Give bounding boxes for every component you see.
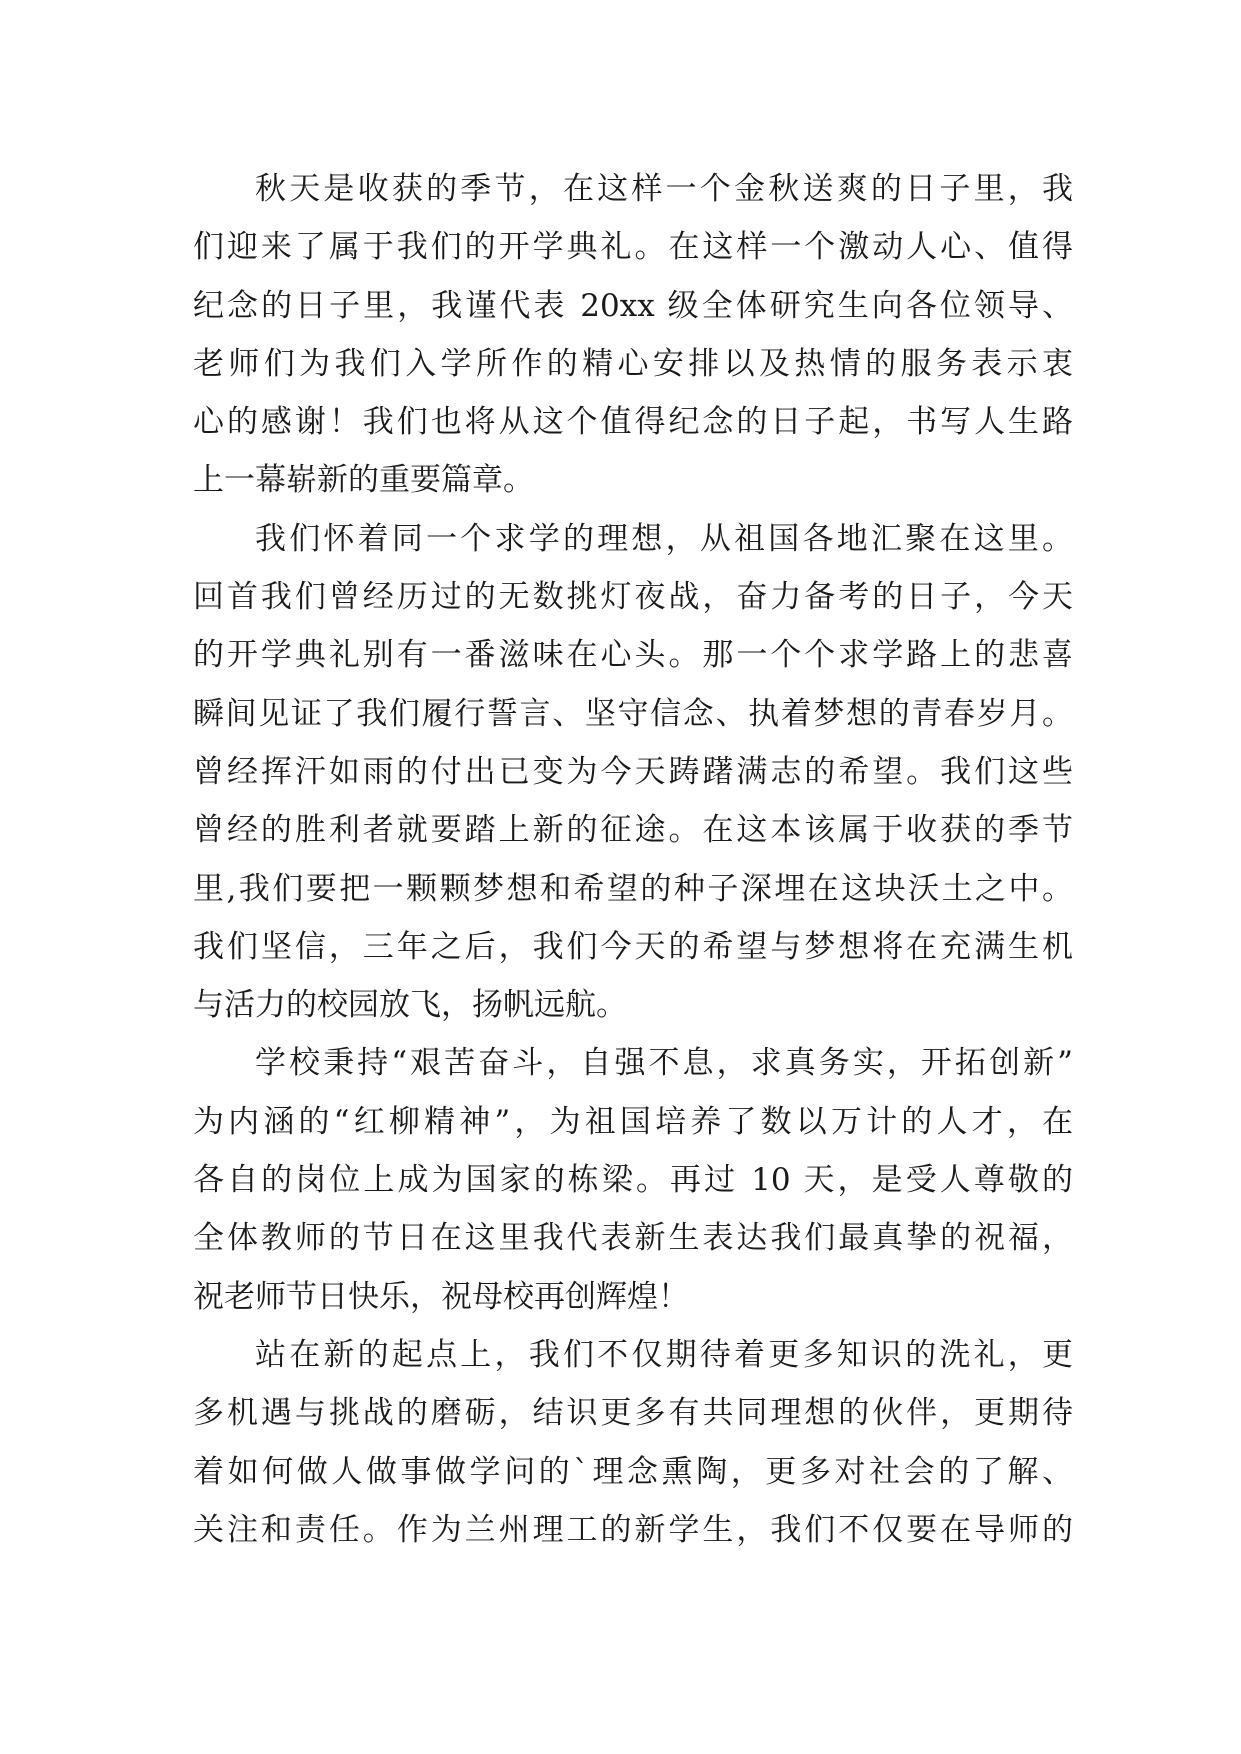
document-body xyxy=(193,160,1073,1559)
text-line: 各自的岗位上成为国家的栋梁。再过 10 天，是受人尊敬的 xyxy=(193,1162,1073,1199)
text-line: 多机遇与挑战的磨砺，结识更多有共同理想的伙伴，更期待 xyxy=(193,1395,1073,1432)
paragraph-4 xyxy=(193,1326,1073,1559)
text-line: 里,我们要把一颗颗梦想和希望的种子深埋在这块沃土之中。 xyxy=(193,870,1073,907)
text-line: 与活力的校园放飞，扬帆远航。 xyxy=(193,987,627,1024)
paragraph-1 xyxy=(193,160,1073,510)
text-line: 全体教师的节日在这里我代表新生表达我们最真挚的祝福， xyxy=(193,1220,1073,1257)
text-line: 我们坚信，三年之后，我们今天的希望与梦想将在充满生机 xyxy=(193,928,1073,965)
text-line: 回首我们曾经历过的无数挑灯夜战，奋力备考的日子，今天 xyxy=(193,579,1073,616)
text-line: 老师们为我们入学所作的精心安排以及热情的服务表示衷 xyxy=(193,345,1073,382)
text-line: 纪念的日子里，我谨代表 20xx 级全体研究生向各位领导、 xyxy=(193,287,1073,324)
text-line: 的开学典礼别有一番滋味在心头。那一个个求学路上的悲喜 xyxy=(193,637,1073,674)
text-line: 站在新的起点上，我们不仅期待着更多知识的洗礼，更 xyxy=(255,1336,1073,1373)
text-line: 心的感谢！我们也将从这个值得纪念的日子起，书写人生路 xyxy=(193,404,1073,441)
text-line: 着如何做人做事做学问的`理念熏陶，更多对社会的了解、 xyxy=(193,1453,1073,1490)
text-line: 关注和责任。作为兰州理工的新学生，我们不仅要在导师的 xyxy=(193,1511,1073,1548)
text-line: 祝老师节日快乐，祝母校再创辉煌！ xyxy=(193,1278,689,1315)
text-line: 曾经的胜利者就要踏上新的征途。在这本该属于收获的季节 xyxy=(193,812,1073,849)
text-line: 瞬间见证了我们履行誓言、坚守信念、执着梦想的青春岁月。 xyxy=(193,695,1073,732)
paragraph-2 xyxy=(193,510,1073,1035)
text-line: 们迎来了属于我们的开学典礼。在这样一个激动人心、值得 xyxy=(193,229,1073,266)
text-line: 学校秉持“艰苦奋斗，自强不息，求真务实，开拓创新” xyxy=(255,1045,1073,1082)
text-line: 我们怀着同一个求学的理想，从祖国各地汇聚在这里。 xyxy=(255,520,1073,557)
text-line: 秋天是收获的季节，在这样一个金秋送爽的日子里，我 xyxy=(255,171,1073,207)
text-line: 上一幕崭新的重要篇章。 xyxy=(193,462,534,499)
text-line: 为内涵的“红柳精神”，为祖国培养了数以万计的人才，在 xyxy=(193,1103,1073,1140)
paragraph-3 xyxy=(193,1034,1073,1325)
text-line: 曾经挥汗如雨的付出已变为今天踌躇满志的希望。我们这些 xyxy=(193,753,1073,790)
